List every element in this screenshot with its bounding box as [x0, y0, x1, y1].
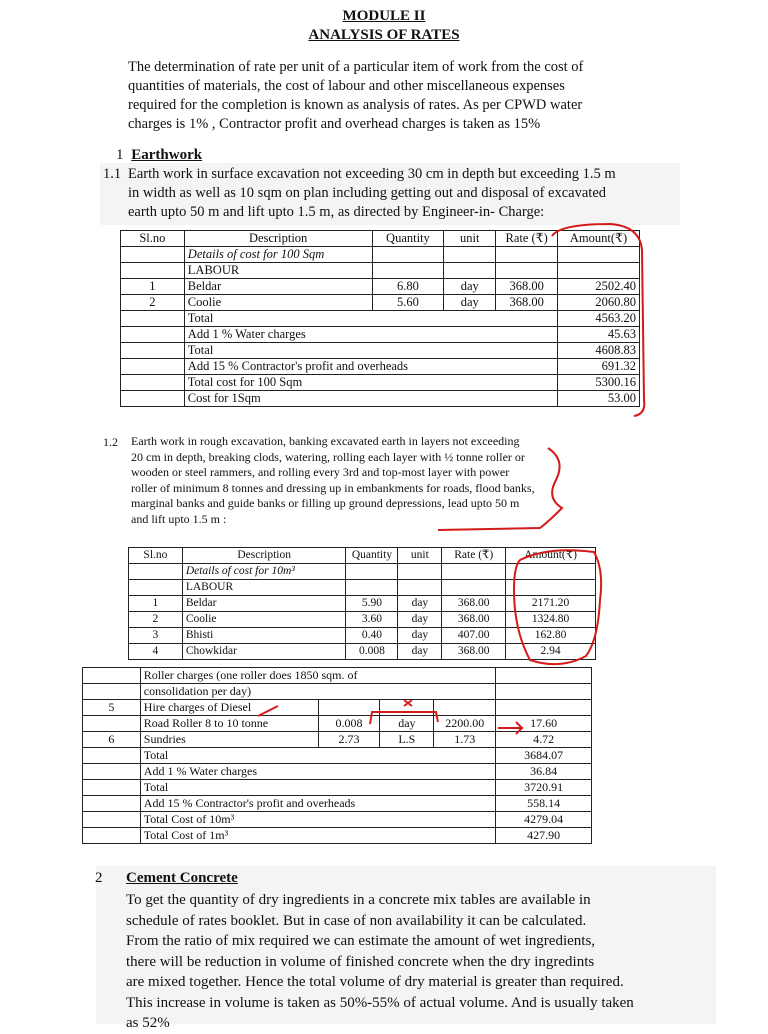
total-label: Total Cost of 1m³: [140, 828, 495, 844]
cell-description: Road Roller 8 to 10 tonne: [140, 716, 318, 732]
intro-line: charges is 1% , Contractor profit and overhead charges is taken as 15%: [128, 116, 541, 132]
labour-cell: LABOUR: [182, 580, 346, 596]
total-amount: 36.84: [496, 764, 592, 780]
cell-description: Sundries: [140, 732, 318, 748]
header-rate: Rate (₹): [442, 548, 506, 564]
total-amount: 3684.07: [496, 748, 592, 764]
cell-rate: 2200.00: [434, 716, 496, 732]
cell-slno: 5: [83, 700, 141, 716]
total-amount: 691.32: [558, 359, 640, 375]
total-label: Total: [184, 311, 557, 327]
cell-slno: 2: [121, 295, 185, 311]
cell-amount: 2.94: [506, 644, 596, 660]
header-rate: Rate (₹): [496, 231, 558, 247]
section-2-number: 2: [95, 870, 103, 886]
section-line: are mixed together. Hence the total volume of dry material is greater than required.: [126, 974, 624, 990]
total-label: Total: [140, 780, 495, 796]
item-line: in width as well as 10 sqm on plan including getting out and disposal of excavated: [128, 185, 607, 201]
header-description: Description: [184, 231, 372, 247]
header-slno: Sl.no: [129, 548, 183, 564]
cell-slno: 1: [121, 279, 185, 295]
section-line: This increase in volume is taken as 50%-55% of actual volume. And is usually taken: [126, 994, 634, 1011]
item-line: marginal banks and guide banks or filling up ground depressions, lead upto 50 m: [131, 496, 520, 510]
cell-description: Hire charges of Diesel: [140, 700, 318, 716]
item-1-2-number: 1.2: [103, 435, 118, 449]
total-amount: 53.00: [558, 391, 640, 407]
section-title: Earthwork: [131, 147, 203, 163]
item-line: roller of minimum 8 tonnes and dressing up in embankments for roads, flood banks,: [131, 480, 535, 495]
cell-quantity: 0.40: [346, 628, 398, 644]
total-amount: 558.14: [496, 796, 592, 812]
header-unit: unit: [398, 548, 442, 564]
cell-quantity: 0.008: [346, 644, 398, 660]
cell-slno: 4: [129, 644, 183, 660]
hire-underline: [258, 706, 278, 716]
item-1-1-number: 1.1: [103, 166, 122, 182]
cell-unit: day: [444, 279, 496, 295]
amount-column-circle-1: [552, 224, 644, 416]
header-amount: Amount(₹): [558, 231, 640, 247]
cell-description: Bhisti: [182, 628, 346, 644]
labour-cell: LABOUR: [184, 263, 372, 279]
cell-slno: 2: [129, 612, 183, 628]
cell-unit: day: [398, 628, 442, 644]
roller-note: Roller charges (one roller does 1850 sqm. of: [140, 668, 495, 684]
section-line: as 52%: [126, 1015, 170, 1031]
cell-unit: day: [398, 596, 442, 612]
cell-slno: 3: [129, 628, 183, 644]
cell-unit: day: [398, 644, 442, 660]
module-subtitle: ANALYSIS OF RATES: [308, 27, 460, 43]
total-label: Add 1 % Water charges: [140, 764, 495, 780]
section-line: From the ratio of mix required we can estimate the amount of wet ingredients,: [126, 933, 596, 949]
item-line: earth upto 50 m and lift upto 1.5 m, as directed by Engineer-in- Charge:: [128, 204, 545, 220]
cell-unit: L.S: [380, 732, 434, 748]
total-amount: 45.63: [558, 327, 640, 343]
section-line: To get the quantity of dry ingredients in a concrete mix tables are available in: [126, 892, 591, 908]
cell-description: Beldar: [182, 596, 346, 612]
cell-rate: 368.00: [496, 295, 558, 311]
header-slno: Sl.no: [121, 231, 185, 247]
item-line: 20 cm in depth, breaking clods, watering, rolling each layer with ½ tonne roller or: [131, 449, 525, 464]
cell-rate: 1.73: [434, 732, 496, 748]
cell-amount: 2171.20: [506, 596, 596, 612]
section-2-title: Cement Concrete: [126, 870, 238, 886]
total-label: Cost for 1Sqm: [184, 391, 557, 407]
cell-quantity: 5.90: [346, 596, 398, 612]
item-line: Earth work in rough excavation, banking excavated earth in layers not exceeding: [131, 434, 520, 448]
cell-quantity: 0.008: [318, 716, 380, 732]
total-label: Total cost for 100 Sqm: [184, 375, 557, 391]
header-quantity: Quantity: [372, 231, 444, 247]
road-roller-bracket: [370, 712, 438, 724]
section-number: 1: [116, 147, 124, 163]
cell-description: Beldar: [184, 279, 372, 295]
cell-rate: 368.00: [442, 644, 506, 660]
cell-slno: 1: [129, 596, 183, 612]
cell-amount: 4.72: [496, 732, 592, 748]
cross-mark: [404, 700, 412, 706]
total-label: Total Cost of 10m³: [140, 812, 495, 828]
cell-rate: 368.00: [442, 596, 506, 612]
total-label: Add 15 % Contractor's profit and overheads: [140, 796, 495, 812]
total-amount: 4279.04: [496, 812, 592, 828]
cell-unit: day: [444, 295, 496, 311]
cell-description: Coolie: [182, 612, 346, 628]
intro-line: required for the completion is known as analysis of rates. As per CPWD water: [128, 97, 583, 113]
section-line: schedule of rates booklet. But in case of non availability it can be calculated.: [126, 912, 587, 929]
cell-unit: day: [380, 716, 434, 732]
header-description: Description: [182, 548, 346, 564]
cell-amount: 2060.80: [558, 295, 640, 311]
cell-rate: 368.00: [442, 612, 506, 628]
cell-slno: 6: [83, 732, 141, 748]
roller-note: consolidation per day): [140, 684, 495, 700]
header-quantity: Quantity: [346, 548, 398, 564]
item-line: Earth work in surface excavation not exceeding 30 cm in depth but exceeding 1.5 m: [128, 166, 616, 182]
total-amount: 427.90: [496, 828, 592, 844]
cell-amount: 1324.80: [506, 612, 596, 628]
details-cell: Details of cost for 100 Sqm: [184, 247, 372, 263]
cell-amount: 2502.40: [558, 279, 640, 295]
header-unit: unit: [444, 231, 496, 247]
cell-description: Chowkidar: [182, 644, 346, 660]
section-line: there will be reduction in volume of finished concrete when the dry ingredints: [126, 953, 595, 970]
cell-description: Coolie: [184, 295, 372, 311]
total-amount: 5300.16: [558, 375, 640, 391]
intro-line: quantities of materials, the cost of labour and other miscellaneous expenses: [128, 78, 565, 94]
details-cell: Details of cost for 10m³: [182, 564, 346, 580]
total-amount: 4563.20: [558, 311, 640, 327]
total-amount: 4608.83: [558, 343, 640, 359]
cell-amount: 17.60: [496, 716, 592, 732]
header-amount: Amount(₹): [506, 548, 596, 564]
total-label: Total: [184, 343, 557, 359]
item-1-2-brace: [438, 448, 562, 530]
cell-amount: 162.80: [506, 628, 596, 644]
total-label: Total: [140, 748, 495, 764]
item-line: wooden or steel rammers, and rolling every 3rd and top-most layer with power: [131, 465, 510, 479]
cell-quantity: 3.60: [346, 612, 398, 628]
cell-rate: 368.00: [496, 279, 558, 295]
amount-arrow: [498, 722, 522, 734]
total-label: Add 15 % Contractor's profit and overheads: [184, 359, 557, 375]
amount-column-circle-2: [514, 550, 601, 664]
cell-quantity: 2.73: [318, 732, 380, 748]
item-line: and lift upto 1.5 m :: [131, 511, 227, 526]
total-label: Add 1 % Water charges: [184, 327, 557, 343]
cell-unit: day: [398, 612, 442, 628]
cell-quantity: 6.80: [372, 279, 444, 295]
cell-rate: 407.00: [442, 628, 506, 644]
module-title: MODULE II: [342, 8, 426, 24]
intro-line: The determination of rate per unit of a particular item of work from the cost of: [128, 59, 584, 75]
cell-quantity: 5.60: [372, 295, 444, 311]
total-amount: 3720.91: [496, 780, 592, 796]
